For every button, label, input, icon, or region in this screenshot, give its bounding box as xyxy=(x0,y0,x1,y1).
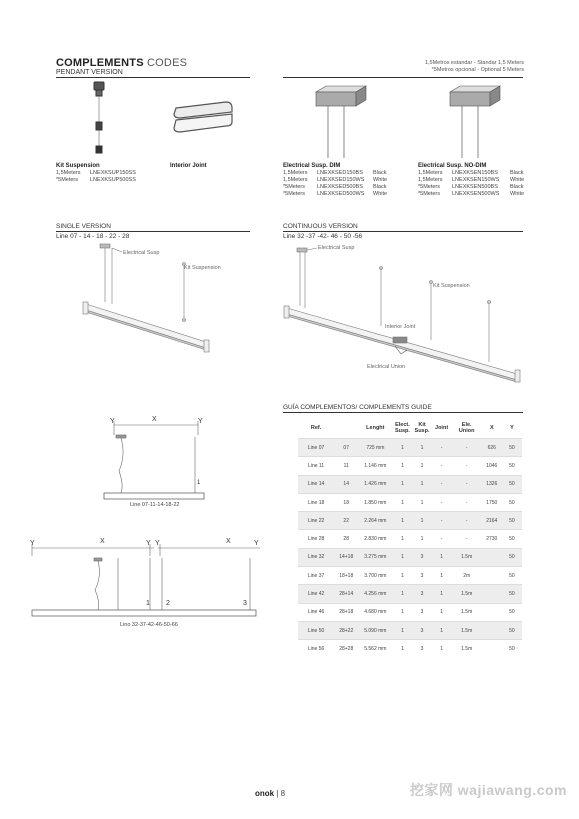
watermark: 挖家网 wajiawang.com xyxy=(409,782,567,798)
continuous-label-kit-suspension: Kit Suspension xyxy=(433,283,470,289)
divider xyxy=(283,231,523,232)
continuous-version-models: Line 32 -37 -42- 46 - 50 -56 xyxy=(283,233,363,240)
dim1-point-1: 1 xyxy=(197,480,201,486)
divider xyxy=(283,412,523,413)
table-header-row xyxy=(298,418,522,439)
table-row: Line 22 22 2.264 mm 1 1 - - 2164 50 xyxy=(298,512,522,530)
electrical-susp-nodim-image xyxy=(450,86,500,158)
single-version-title: SINGLE VERSION xyxy=(56,223,111,230)
table-row: Line 46 28+18 4.680 mm 1 3 1 1.5m 50 xyxy=(298,603,522,621)
kit-suspension-image xyxy=(94,82,104,153)
table-row: Line 56 28+28 5.562 mm 1 3 1 1.5m 50 xyxy=(298,640,522,658)
table-row: Line 11 11 1.146 mm 1 1 - - 1046 50 xyxy=(298,457,522,475)
continuous-label-electrical-susp: Electrical Susp xyxy=(318,245,355,251)
footer-separator: | xyxy=(276,789,279,798)
table-row: Line 50 28+22 5.090 mm 1 3 1 1.5m 50 xyxy=(298,621,522,639)
dim1-x: X xyxy=(152,416,157,423)
divider xyxy=(56,77,250,78)
dim2-x-1: X xyxy=(100,538,105,545)
single-version-drawing xyxy=(56,242,256,357)
dim2-caption: Lino 32-37-42-46-50-66 xyxy=(120,622,178,628)
dimension-diagram-single xyxy=(100,415,220,515)
section-subtitle: PENDANT VERSION xyxy=(56,69,123,76)
guide-title: GUÍA COMPLEMENTOS/ COMPLEMENTS GUIDE xyxy=(283,404,432,411)
continuous-label-interior-joint: Interior Joint xyxy=(385,324,416,330)
table-row: Line 42 28+14 4.256 mm 1 3 1 1.5m 50 xyxy=(298,585,522,603)
table-row: Line 07 07 725 mm 1 1 - - 626 50 xyxy=(298,439,522,457)
divider xyxy=(56,231,250,232)
table-row: Line 14 14 1.426 mm 1 1 - - 1326 50 xyxy=(298,475,522,493)
col-modules xyxy=(334,418,358,439)
product-illustrations xyxy=(56,80,526,160)
continuous-label-electrical-union: Electrical Union xyxy=(367,364,406,370)
dim2-x-2: X xyxy=(226,538,231,545)
product-electrical-susp-dim: Electrical Susp. DIM 1,5Meters LNEXKSED150BS Black 1,5Meters LNEXKSED150WS White *5Meters LNEXKSED500BS Black *5Meters LNEXKSED500WS White xyxy=(283,163,388,197)
col-elect-susp: Elect. Susp. xyxy=(394,422,410,434)
page-number: 8 xyxy=(280,789,286,798)
col-y: Y xyxy=(510,425,514,431)
page-footer xyxy=(255,789,285,798)
col-ele-union: Ele. Union xyxy=(458,422,475,434)
dim2-point-2: 2 xyxy=(166,600,170,607)
divider xyxy=(283,77,523,78)
electrical-susp-dim-image xyxy=(316,86,366,158)
single-label-kit-suspension: Kit Suspension xyxy=(184,265,221,271)
single-label-electrical-susp: Electrical Susp xyxy=(123,250,160,256)
page-title: COMPLEMENTS CODES xyxy=(56,57,188,69)
continuous-version-title: CONTINUOUS VERSION xyxy=(283,223,358,230)
col-kit-susp: Kit Susp. xyxy=(414,422,430,434)
product-interior-joint: Interior Joint xyxy=(170,163,207,169)
product-electrical-susp-nodim: Electrical Susp. NO-DIM 1,5Meters LNEXKSEN150BS Black 1,5Meters LNEXKSEN150WS White *5Meters LNEXKSEN500BS Black *5Meters LNEXKSEN500WS White xyxy=(418,163,525,197)
interior-joint-image xyxy=(174,102,232,132)
table-row: Line 37 18+18 3.700 mm 1 3 1 2m 50 xyxy=(298,567,522,585)
dim1-y-left: Y xyxy=(110,418,115,425)
table-row: Line 28 28 2.830 mm 1 1 - - 2730 50 xyxy=(298,530,522,548)
dim2-y-2: Y xyxy=(146,540,151,547)
dim2-y-1: Y xyxy=(30,540,35,547)
dim2-y-4: Y xyxy=(254,540,259,547)
col-x: X xyxy=(489,425,494,431)
col-joint: Joint xyxy=(435,425,449,431)
product-kit-suspension: Kit Suspension 1,5Meters LNEXKSUP150SS *5Meters LNEXKSUP500SS xyxy=(56,163,136,183)
complements-guide-table xyxy=(298,418,522,658)
dim2-y-3: Y xyxy=(155,540,160,547)
dim1-caption: Line 07-11-14-18-22 xyxy=(130,502,180,508)
col-length: Lenght xyxy=(366,425,385,431)
dim1-y-right: Y xyxy=(198,418,203,425)
dimension-diagram-continuous xyxy=(28,540,260,630)
dim2-point-1: 1 xyxy=(146,600,150,607)
continuous-version-drawing xyxy=(283,242,528,387)
table-row: Line 32 14+18 3.275 mm 1 3 1 1.5m 50 xyxy=(298,548,522,566)
brand-logo: onok xyxy=(255,789,275,798)
col-ref: Ref. xyxy=(310,425,322,431)
dim2-point-3: 3 xyxy=(243,600,247,607)
length-notes: 1,5Metros estandar - Standar 1,5 Meters *5Metros opcional - Optional 5 Meters xyxy=(424,60,524,73)
single-version-models: Line 07 - 14 - 18 - 22 - 28 xyxy=(56,233,130,240)
table-row: Line 18 18 1.850 mm 1 1 - - 1750 50 xyxy=(298,493,522,511)
